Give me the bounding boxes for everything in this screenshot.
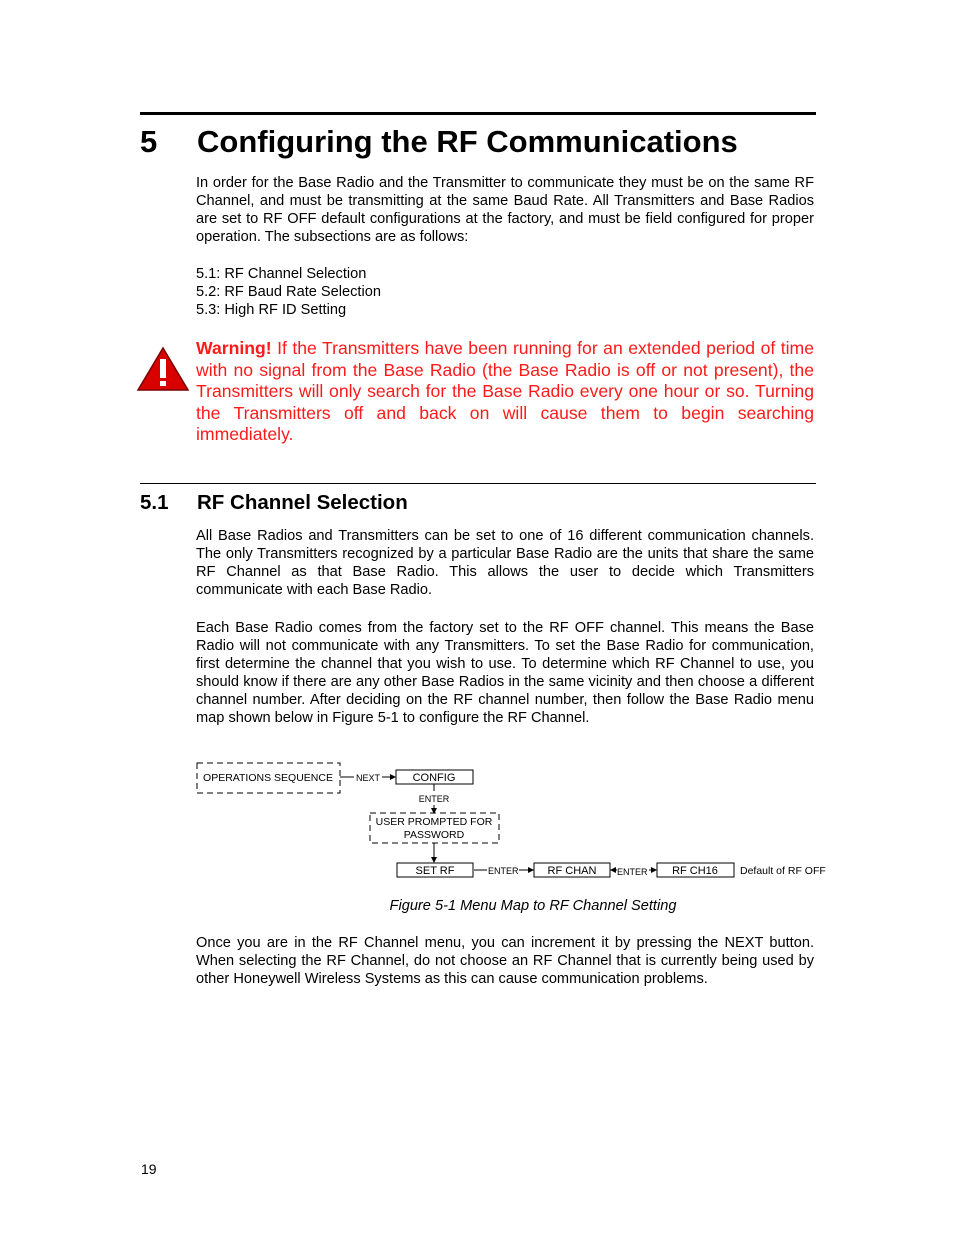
chapter-top-rule <box>140 112 816 115</box>
next-label: NEXT <box>356 773 381 783</box>
enter-label-3: ENTER <box>617 867 648 877</box>
chapter-title: Configuring the RF Communications <box>197 124 738 159</box>
warning-triangle-icon <box>136 346 190 392</box>
subsection-list <box>196 265 381 319</box>
rf-ch16-label: RF CH16 <box>672 865 718 877</box>
enter-label-2: ENTER <box>488 866 519 876</box>
menu-map-diagram <box>190 755 840 885</box>
config-label: CONFIG <box>412 772 456 784</box>
warning-text: If the Transmitters have been running for an extended period of time with no signal from the Base Radio (the Base Radio is off or not present), the Transmitters will only search for the Base Radio every one hour or so. Turning the Transmitters off and back on will cause them to begin searching immediately. <box>196 338 814 445</box>
section-title: RF Channel Selection <box>197 491 408 514</box>
rf-chan-label: RF CHAN <box>547 865 597 877</box>
password-prompt-line-1: USER PROMPTED FOR <box>375 816 493 828</box>
subsection-item: 5.1: RF Channel Selection <box>196 266 367 282</box>
section-number: 5.1 <box>140 491 169 514</box>
operations-sequence-label: OPERATIONS SEQUENCE <box>203 772 333 784</box>
page-number: 19 <box>141 1161 157 1177</box>
section-paragraph-2: Each Base Radio comes from the factory set to the RF OFF channel. This means the Base Radio will not communicate with any Transmitters. To set the Base Radio for communication, first determine the channel that you wish to use. To determine which RF Channel to use, you should know if there are any other Base Radios in the same vicinity and then choose a different channel number. After deciding on the RF channel number, then follow the Base Radio menu map shown below in Figure 5-1 to configure the RF Channel. <box>196 620 814 726</box>
default-note: Default of RF OFF <box>740 865 826 877</box>
set-rf-label: SET RF <box>415 865 455 877</box>
section-top-rule <box>140 483 816 484</box>
chapter-intro-paragraph: In order for the Base Radio and the Transmitter to communicate they must be on the same RF Channel, and must be transmitting at the same Baud Rate. All Transmitters and Base Radios are set to RF OFF default configurations at the factory, and must be field configured for proper operation. The subsections are as follows: <box>196 175 814 245</box>
warning-block <box>196 338 814 446</box>
subsection-item: 5.3: High RF ID Setting <box>196 302 347 318</box>
subsection-item: 5.2: RF Baud Rate Selection <box>196 284 381 300</box>
enter-label-1: ENTER <box>418 794 450 804</box>
section-paragraph-1: All Base Radios and Transmitters can be set to one of 16 different communication channels. The only Transmitters recognized by a particular Base Radio are the units that share the same RF Channel as that Base Radio. This allows the user to decide which Transmitters communicate with each Base Radio. <box>196 528 814 598</box>
section-paragraph-3: Once you are in the RF Channel menu, you can increment it by pressing the NEXT button. When selecting the RF Channel, do not choose an RF Channel that is currently being used by other Honeywell Wireless Systems as this can cause communication problems. <box>196 935 814 987</box>
password-prompt-line-2: PASSWORD <box>403 829 465 841</box>
figure-caption: Figure 5-1 Menu Map to RF Channel Setting <box>389 898 677 914</box>
chapter-number: 5 <box>140 124 158 159</box>
warning-label: Warning! <box>196 338 272 358</box>
